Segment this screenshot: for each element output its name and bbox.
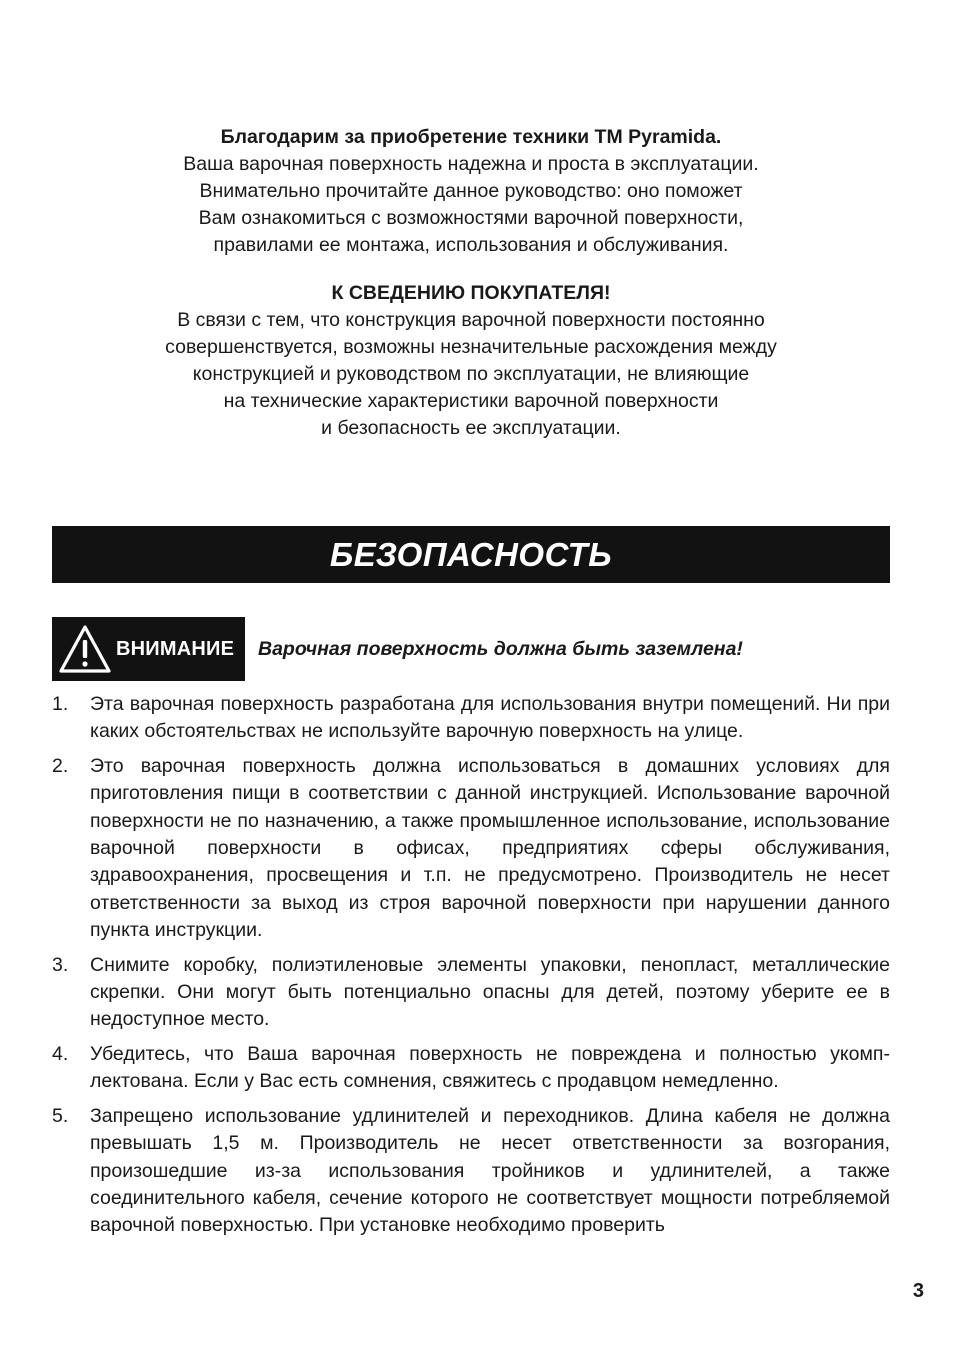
warning-label: ВНИМАНИЕ: [116, 637, 235, 660]
list-item-number: 2.: [52, 754, 69, 777]
list-item-number: 5.: [52, 1104, 69, 1127]
warning-badge: [52, 617, 245, 681]
thanks-line: правилами ее монтажа, использования и обслуживания.: [213, 234, 729, 256]
thanks-title: Благодарим за приобретение техники ТМ Pyramida.: [220, 126, 722, 148]
list-item: [52, 952, 890, 1034]
list-item-text: Снимите коробку, полиэтиленовые элементы упаковки, пенопласт, металлические скрепки. Они могут быть потенциально опасны для детей, поэтому уберите ее в недоступное место.: [90, 953, 890, 1031]
list-item-text: Эта варочная поверхность разработана для использования внутри помещений. Ни при каких обстоятельствах не используйте варочную поверхность на улице.: [90, 693, 890, 743]
list-item-text: Запрещено использование удлинителей и переходников. Длина кабеля не должна превышать 1,5 м. Производитель не несет ответственности за возгорания, произошедшие из-за использования тройников и удлинителей, а также соединительного кабеля, сечение которого не соответствует мощности потребляемой варочной поверхностью. При установке необходимо проверить: [90, 1104, 890, 1237]
list-item: [52, 1041, 890, 1096]
warning-text: Варочная поверхность должна быть заземлена!: [258, 638, 743, 660]
notice-title: К СВЕДЕНИЮ ПОКУПАТЕЛЯ!: [331, 282, 611, 304]
section-header-bar: [52, 526, 890, 583]
warning-triangle-icon: [57, 621, 113, 677]
thanks-line: Вам ознакомиться с возможностями варочной поверхности,: [198, 207, 744, 229]
list-item-number: 3.: [52, 953, 69, 976]
notice-line: на технические характеристики варочной поверхности: [223, 390, 719, 412]
notice-line: В связи с тем, что конструкция варочной поверхности постоянно: [177, 309, 765, 331]
list-item: [52, 1103, 890, 1240]
notice-line: и безопасность ее эксплуатации.: [321, 417, 621, 439]
notice-line: совершенствуется, возможны незначительные расхождения между: [165, 336, 777, 358]
thanks-line: Внимательно прочитайте данное руководство: оно поможет: [199, 180, 743, 202]
spacer: [52, 259, 890, 280]
thanks-line: Ваша варочная поверхность надежна и проста в эксплуатации.: [183, 153, 759, 175]
list-item: [52, 753, 890, 945]
page-number: 3: [912, 1280, 924, 1302]
intro-block: [52, 124, 890, 442]
section-title: БЕЗОПАСНОСТЬ: [329, 535, 613, 573]
list-item-text: Это варочная поверхность должна использоваться в домашних условиях для приготовления пищи в соответствии с данной инструкцией. Использование варочной поверхности не по назначению, а также промышленное использование, использование варочной поверхности в офисах, предприятиях сферы обслуживания, здравоохранения, просвещения и т.п. не предусмотрено. Производитель не несет ответственности за выход из строя варочной поверхности при нарушении данного пункта инструкции.: [90, 754, 890, 942]
notice-line: конструкцией и руководством по эксплуатации, не влияющие: [192, 363, 750, 385]
safety-rules-list: [52, 691, 890, 1247]
list-item: [52, 691, 890, 746]
list-item-number: 1.: [52, 693, 69, 715]
list-item-text: Убедитесь, что Ваша варочная поверхность не повреждена и полностью укомплектована. Если у Вас есть сомнения, свяжитесь с продавцом немедленно.: [90, 1042, 890, 1093]
list-item-number: 4.: [52, 1042, 69, 1065]
